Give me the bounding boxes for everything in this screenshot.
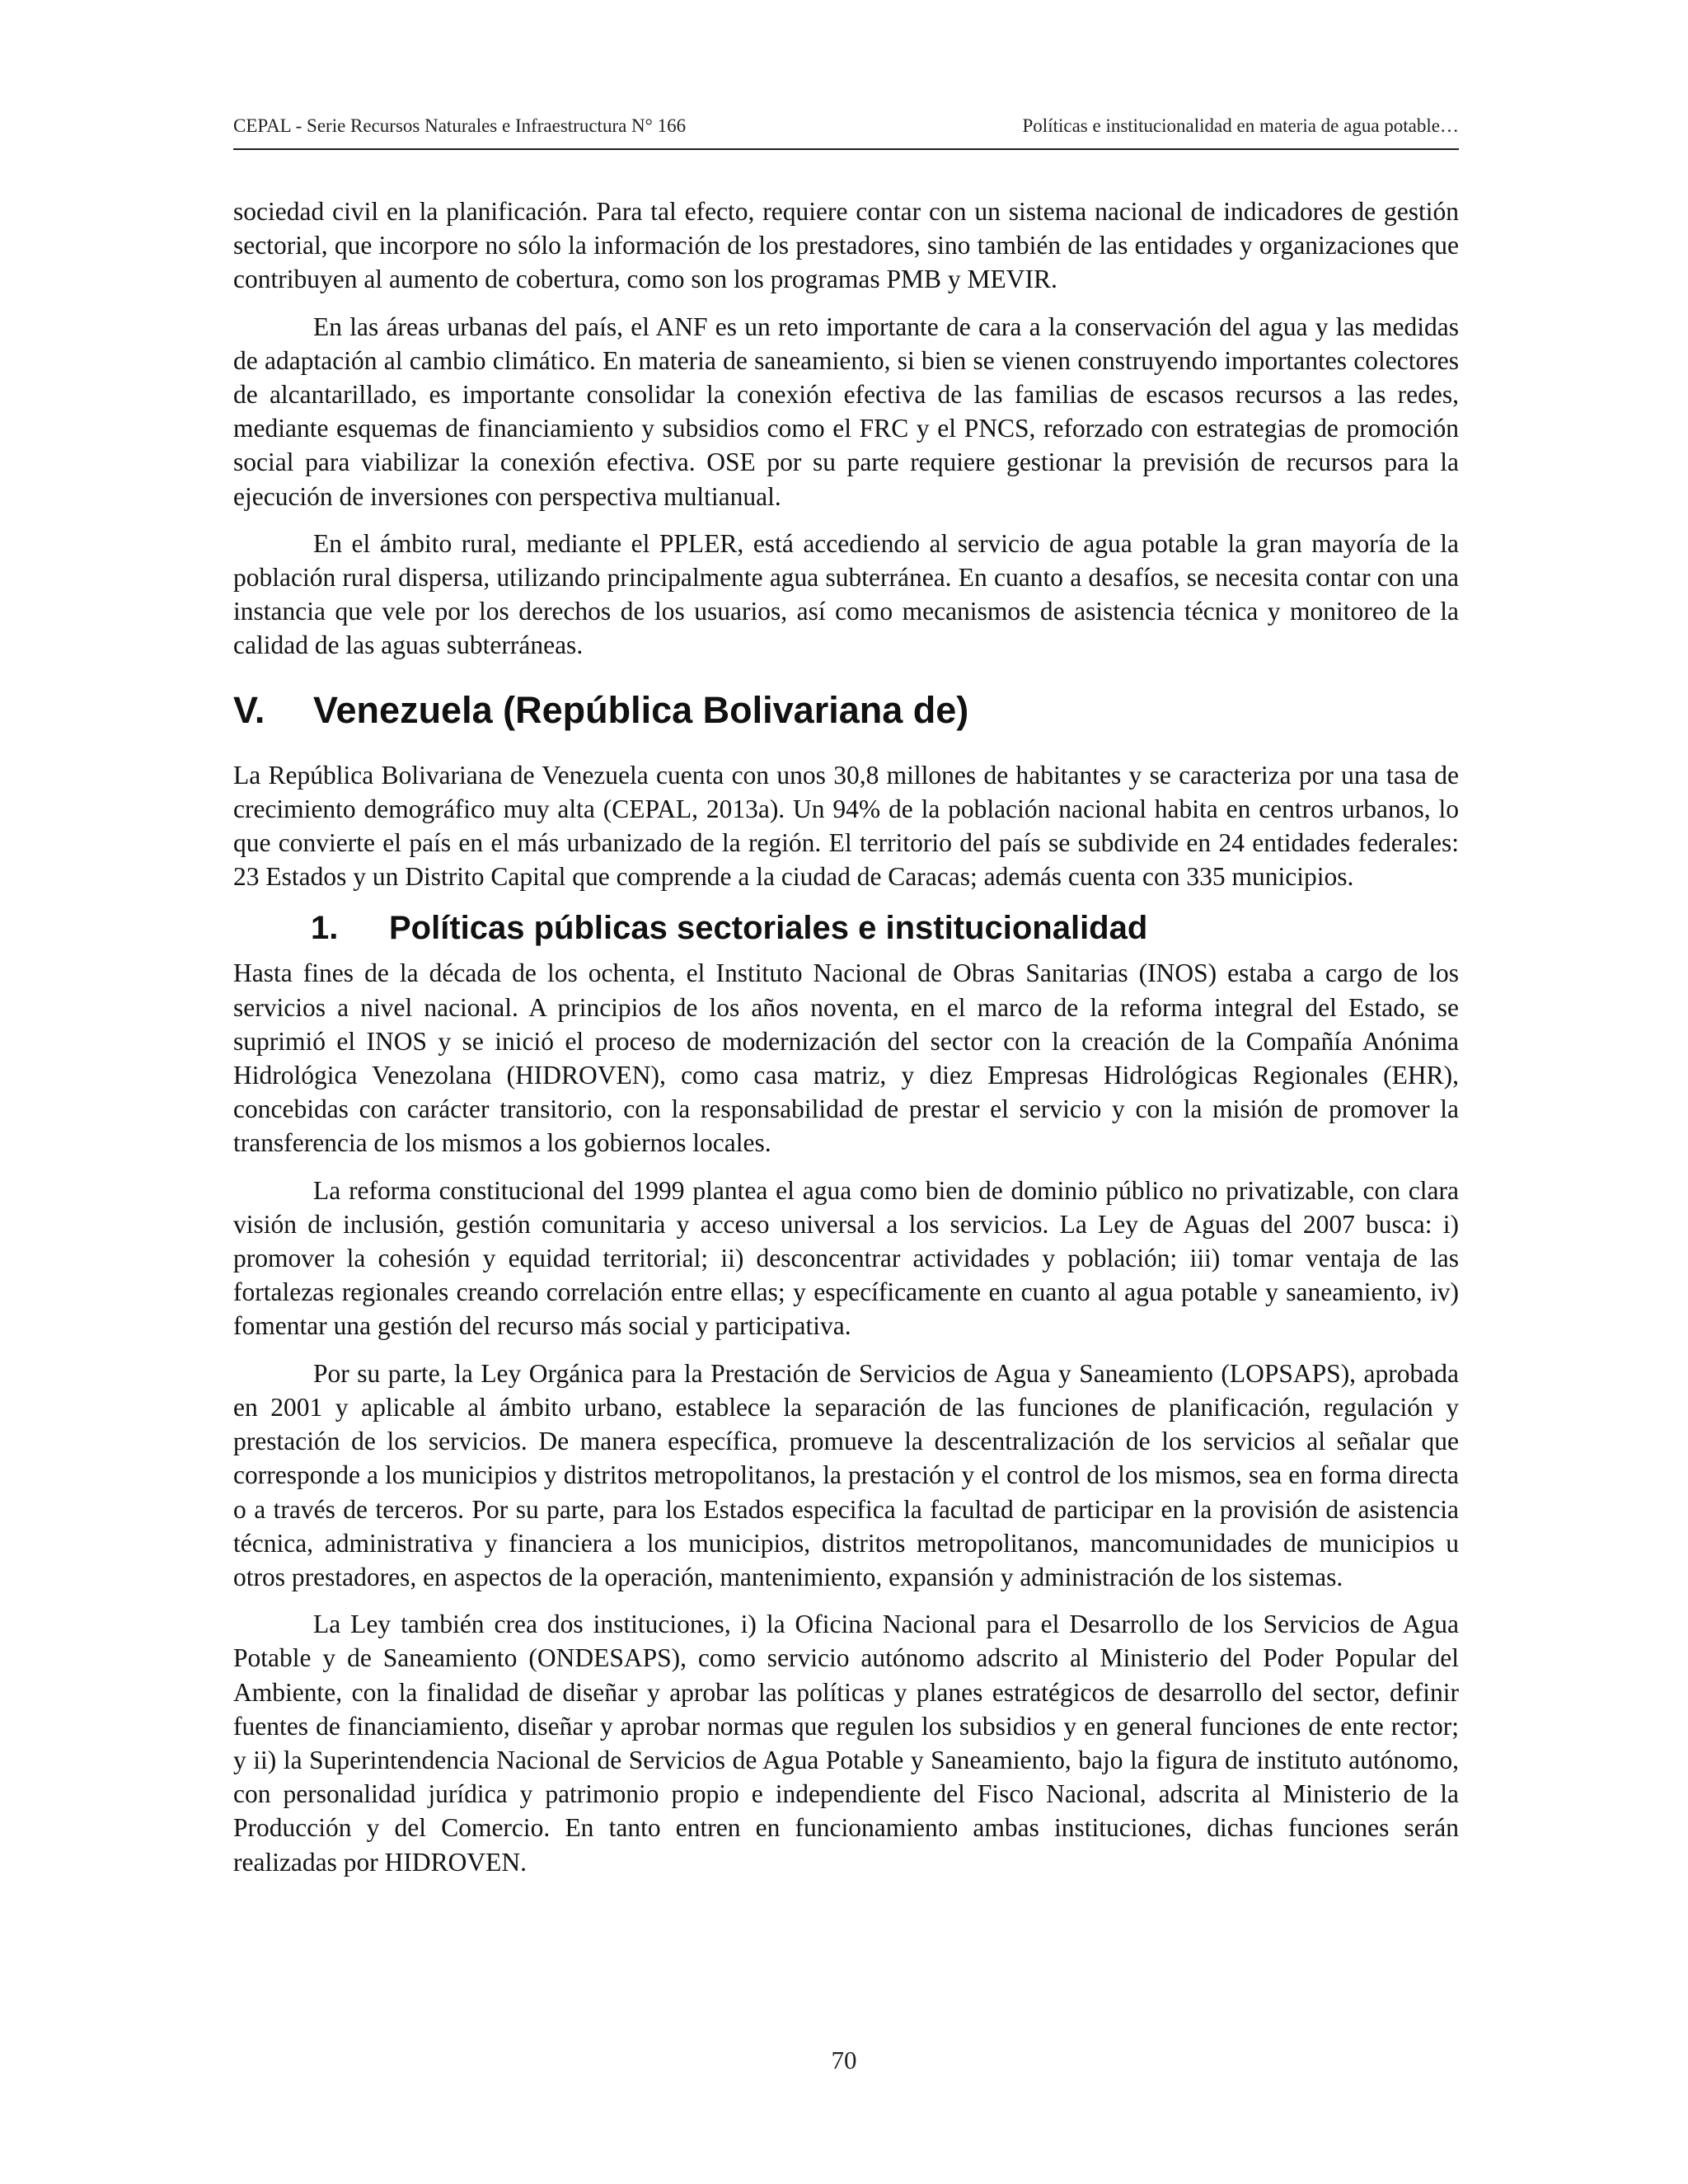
section-number: V.	[233, 688, 265, 731]
paragraph-urban-areas: En las áreas urbanas del país, el ANF es un reto importante de cara a la conservación del agua y las medidas de adaptación al cambio climático. En materia de saneamiento, si bien se vienen construyendo importantes colectores de alcantarillado, es importante consolidar la conexión efectiva de las familias de escasos recursos a las redes, mediante esquemas de financiamiento y subsidios como el FRC y el PNCS, reforzado con estrategias de promoción social para viabilizar la conexión efectiva. OSE por su parte requiere gestionar la previsión de recursos para la ejecución de inversiones con perspectiva multianual.	[233, 312, 1459, 511]
subsection-heading	[311, 907, 1459, 949]
paragraph-institutions: La Ley también crea dos instituciones, i) la Oficina Nacional para el Desarrollo de los Servicios de Agua Potable y de Saneamiento (ONDESAPS), como servicio autónomo adscrito al Ministerio del Poder Popular del Ambiente, con la finalidad de diseñar y aprobar las políticas y planes estratégicos de desarrollo del sector, definir fuentes de financiamiento, diseñar y aprobar normas que regulen los subsidios y en general funciones de ente rector; y ii) la Superintendencia Nacional de Servicios de Agua Potable y Saneamiento, bajo la figura de instituto autónomo, con personalidad jurídica y patrimonio propio e independiente del Fisco Nacional, adscrita al Ministerio de la Producción y del Comercio. En tanto entren en funcionamiento ambas instituciones, dichas funciones serán realizadas por HIDROVEN.	[233, 1610, 1459, 1877]
paragraph-section-intro: La República Bolivariana de Venezuela cuenta con unos 30,8 millones de habitantes y se caracteriza por una tasa de crecimiento demográfico muy alta (CEPAL, 2013a). Un 94% de la población nacional habita en centros urbanos, lo que convierte el país en el más urbanizado de la región. El territorio del país se subdivide en 24 entidades federales: 23 Estados y un Distrito Capital que comprende a la ciudad de Caracas; además cuenta con 335 municipios.	[233, 760, 1459, 892]
subsection-number: 1.	[311, 910, 339, 947]
paragraph-continuation: sociedad civil en la planificación. Para tal efecto, requiere contar con un sistema nacional de indicadores de gestión sectorial, que incorpore no sólo la información de los prestadores, sino también de las entidades y organizaciones que contribuyen al aumento de cobertura, como son los programas PMB y MEVIR.	[233, 197, 1459, 294]
paragraph-constitutional-reform: La reforma constitucional del 1999 plantea el agua como bien de dominio público no privatizable, con clara visión de inclusión, gestión comunitaria y acceso universal a los servicios. La Ley de Aguas del 2007 busca: i) promover la cohesión y equidad territorial; ii) desconcentrar actividades y población; iii) tomar ventaja de las fortalezas regionales creando correlación entre ellas; y específicamente en cuanto al agua potable y saneamiento, iv) fomentar una gestión del recurso más social y participativa.	[233, 1175, 1459, 1341]
page-number: 70	[831, 2046, 857, 2074]
paragraph-lopsaps: Por su parte, la Ley Orgánica para la Prestación de Servicios de Agua y Saneamiento (LOPSAPS), aprobada en 2001 y aplicable al ámbito urbano, establece la separación de las funciones de planificación, regulación y prestación de los servicios. De manera específica, promueve la descentralización de los servicios al señalar que corresponde a los municipios y distritos metropolitanos, la prestación y el control de los mismos, sea en forma directa o a través de terceros. Por su parte, para los Estados especifica la facultad de participar en la provisión de asistencia técnica, administrativa y financiera a los municipios, distritos metropolitanos, mancomunidades de municipios u otros prestadores, en aspectos de la operación, mantenimiento, expansión y administración de los sistemas.	[233, 1358, 1459, 1591]
header-series-title: CEPAL - Serie Recursos Naturales e Infraestructura N° 166	[233, 115, 687, 136]
header-document-title: Políticas e institucionalidad en materia de agua potable…	[1022, 115, 1459, 136]
page-body	[233, 194, 1459, 1892]
section-heading	[233, 687, 1459, 733]
running-header	[233, 115, 1459, 150]
subsection-title: Políticas públicas sectoriales e institucionalidad	[389, 910, 1148, 947]
paragraph-rural-areas: En el ámbito rural, mediante el PPLER, está accediendo al servicio de agua potable la gran mayoría de la población rural dispersa, utilizando principalmente agua subterránea. En cuanto a desafíos, se necesita contar con una instancia que vele por los derechos de los usuarios, así como mecanismos de asistencia técnica y monitoreo de la calidad de las aguas subterráneas.	[233, 528, 1459, 660]
section-title: Venezuela (República Bolivariana de)	[313, 688, 969, 731]
paragraph-history: Hasta fines de la década de los ochenta, el Instituto Nacional de Obras Sanitarias (INOS) estaba a cargo de los servicios a nivel nacional. A principios de los años noventa, en el marco de la reforma integral del Estado, se suprimió el INOS y se inició el proceso de modernización del sector con la creación de la Compañía Anónima Hidrológica Venezolana (HIDROVEN), como casa matriz, y diez Empresas Hidrológicas Regionales (EHR), concebidas con carácter transitorio, con la responsabilidad de prestar el servicio y con la misión de promover la transferencia de los mismos a los gobiernos locales.	[233, 958, 1459, 1158]
